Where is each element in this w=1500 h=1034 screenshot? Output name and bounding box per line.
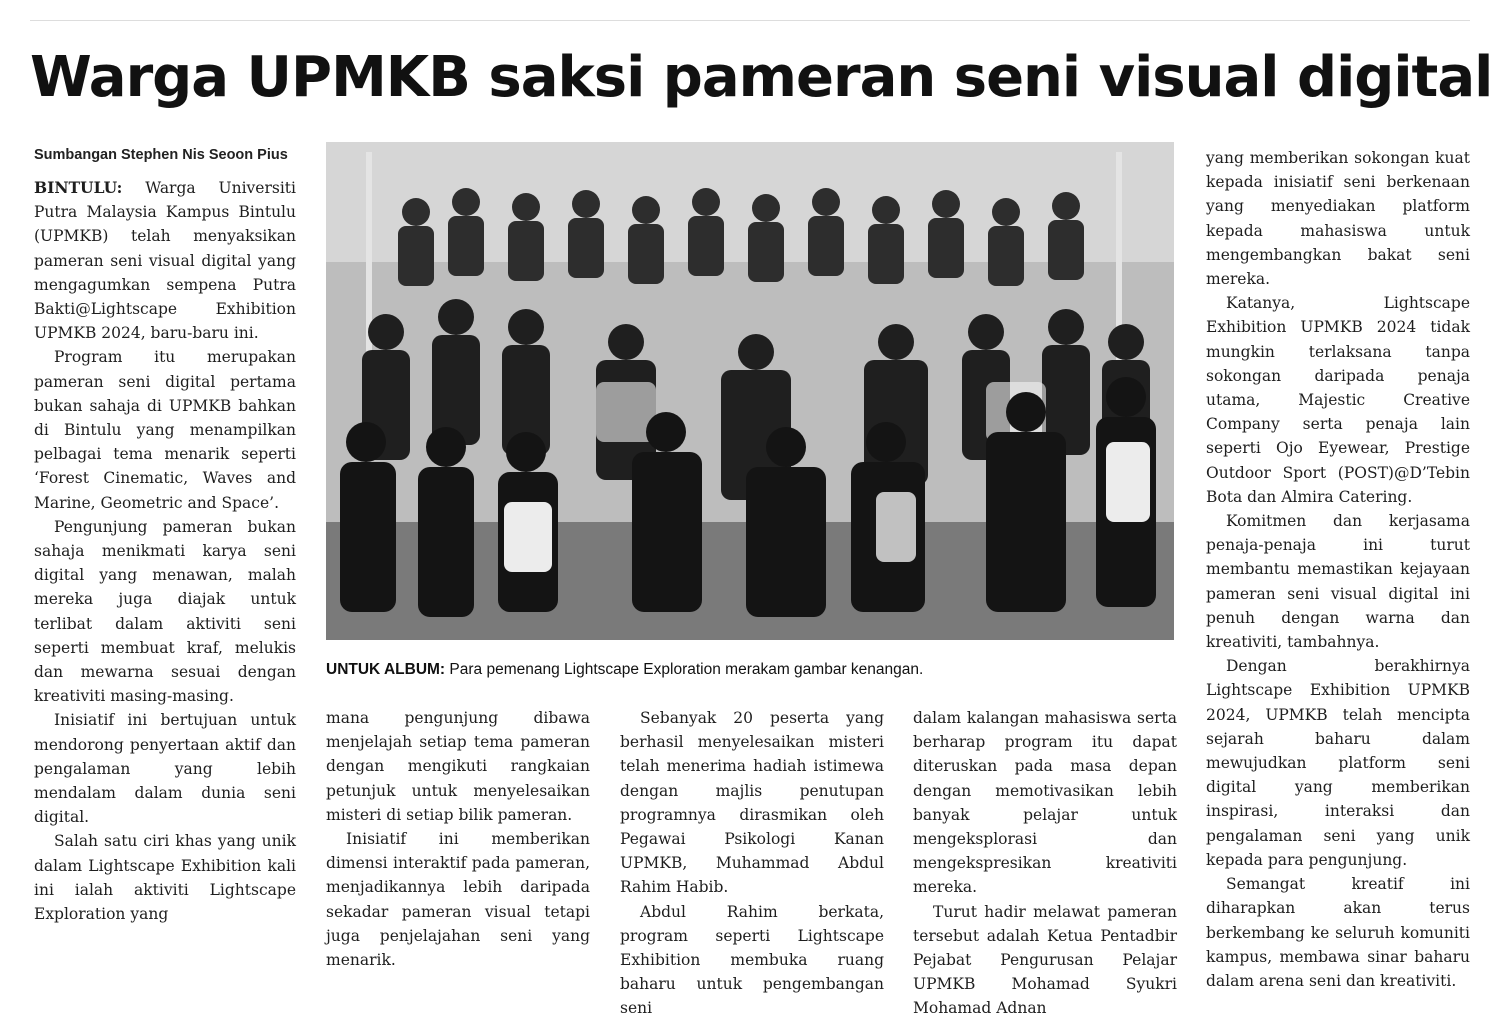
paragraph-1-5: Salah satu ciri khas yang unik dalam Lightscape Exhibition kali ini ialah aktiviti Lightscape Exploration yang (34, 832, 296, 924)
paragraph-1-3: Pengunjung pameran bukan sahaja menikmati karya seni digital yang menawan, malah mereka juga diajak untuk terlibat dalam aktiviti seni seperti membuat kraf, melukis dan mewarna sesuai dengan kreativiti masing-masing. (34, 517, 296, 706)
paragraph-2-2: Inisiatif ini memberikan dimensi interaktif pada pameran, menjadikannya lebih daripada sekadar pameran visual tetapi juga penjelajahan seni yang menarik. (326, 830, 590, 970)
article-column-4 (913, 706, 1177, 1018)
paragraph-3-2: Abdul Rahim berkata, program seperti Lightscape Exhibition membuka ruang baharu untuk pengembangan seni (620, 902, 884, 1018)
paragraph-5-2: Katanya, Lightscape Exhibition UPMKB 2024 tidak mungkin terlaksana tanpa sokongan daripada penaja utama, Majestic Creative Company serta penaja lain seperti Ojo Eyewear, Prestige Outdoor Sport (POST)@D’Tebin Bota dan Almira Catering. (1206, 294, 1470, 506)
photo-caption-label: UNTUK ALBUM: (326, 661, 446, 678)
article-photo (326, 142, 1174, 640)
article-column-2 (326, 706, 590, 1006)
article-column-1 (34, 176, 296, 1006)
article-column-5 (1206, 146, 1470, 1006)
article-column-3 (620, 706, 884, 1018)
paragraph-5-1: yang memberikan sokongan kuat kepada inisiatif seni berkenaan yang menyediakan platform kepada mahasiswa untuk mengembangkan bakat seni mereka. (1206, 149, 1470, 289)
paragraph-1-2: Program itu merupakan pameran seni digital pertama bukan sahaja di UPMKB bahkan di Bintulu yang menampilkan pelbagai tema menarik seperti ‘Forest Cinematic, Waves and Marine, Geometric and Space’. (34, 348, 296, 512)
paragraph-text: Warga Universiti Putra Malaysia Kampus Bintulu (UPMKB) telah menyaksikan pameran seni visual digital yang mengagumkan sempena Putra Bakti@Lightscape Exhibition UPMKB 2024, baru-baru ini. (34, 179, 296, 343)
article-headline: Warga UPMKB saksi pameran seni visual digital (30, 45, 1493, 110)
paragraph-4-1: dalam kalangan mahasiswa serta berharap program itu dapat diteruskan pada masa depan dengan memotivasikan lebih banyak pelajar untuk mengeksplorasi dan mengekspresikan kreativiti mereka. (913, 709, 1177, 897)
paragraph-1-1 (34, 176, 296, 345)
group-photo-illustration (326, 142, 1174, 640)
paragraph-5-5: Semangat kreatif ini diharapkan akan terus berkembang ke seluruh komuniti kampus, membawa sinar baharu dalam arena seni dan kreativiti. (1206, 875, 1470, 990)
dateline: BINTULU: (34, 178, 123, 197)
top-rule (30, 20, 1470, 21)
photo-caption (326, 660, 1174, 680)
paragraph-5-4: Dengan berakhirnya Lightscape Exhibition UPMKB 2024, UPMKB telah mencipta sejarah baharu dalam mewujudkan platform seni digital yang memberikan inspirasi, interaksi dan pengalaman seni yang unik kepada para pengunjung. (1206, 657, 1470, 869)
photo-caption-text: Para pemenang Lightscape Exploration merakam gambar kenangan. (449, 661, 924, 678)
paragraph-2-1: mana pengunjung dibawa menjelajah setiap tema pameran dengan mengikuti rangkaian petunjuk untuk menyelesaikan misteri di setiap bilik pameran. (326, 709, 590, 824)
paragraph-4-2: Turut hadir melawat pameran tersebut adalah Ketua Pentadbir Pejabat Pengurusan Pelajar UPMKB Mohamad Syukri Mohamad Adnan (913, 902, 1177, 1018)
paragraph-1-4: Inisiatif ini bertujuan untuk mendorong penyertaan aktif dan pengalaman yang lebih mendalam dalam dunia seni digital. (34, 711, 296, 827)
paragraph-5-3: Komitmen dan kerjasama penaja-penaja ini turut membantu memastikan kejayaan pameran seni visual digital ini penuh dengan warna dan kreativiti, tambahnya. (1206, 512, 1470, 652)
article-byline: Sumbangan Stephen Nis Seoon Pius (34, 147, 288, 163)
paragraph-3-1: Sebanyak 20 peserta yang berhasil menyelesaikan misteri telah menerima hadiah istimewa dengan majlis penutupan programnya dirasmikan oleh Pegawai Psikologi Kanan UPMKB, Muhammad Abdul Rahim Habib. (620, 709, 884, 897)
